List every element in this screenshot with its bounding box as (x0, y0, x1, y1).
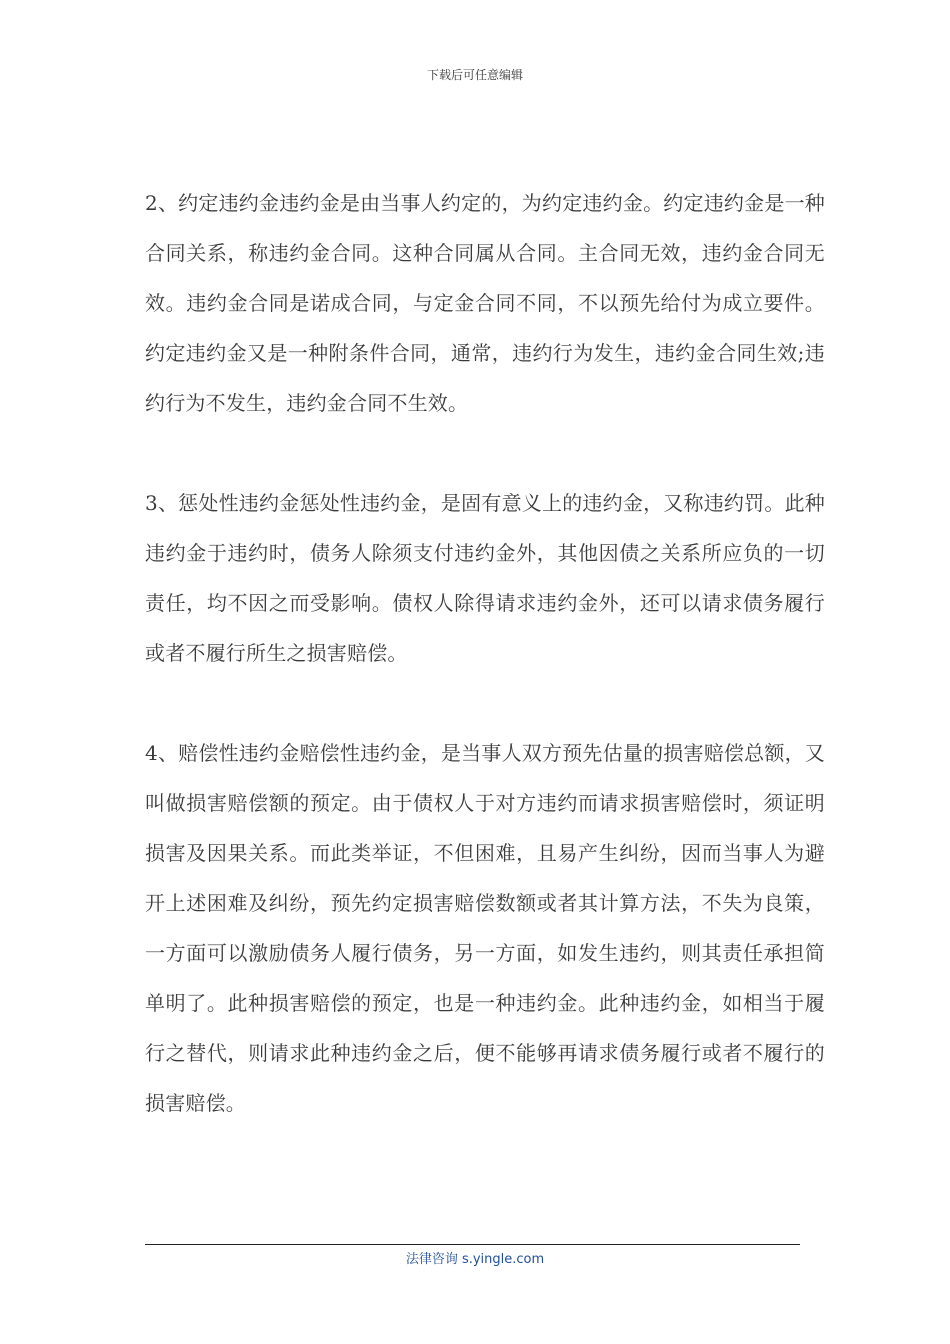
footer-divider (145, 1244, 800, 1245)
paragraph-compensatory-penalty: 4、赔偿性违约金赔偿性违约金，是当事人双方预先估量的损害赔偿总额，又叫做损害赔偿额的预定。由于债权人于对方违约而请求损害赔偿时，须证明损害及因果关系。而此类举证，不但困难，且易产生纠纷，因而当事人为避开上述困难及纠纷，预先约定损害赔偿数额或者其计算方法，不失为良策，一方面可以激励债务人履行债务，另一方面，如发生违约，则其责任承担简单明了。此种损害赔偿的预定，也是一种违约金。此种违约金，如相当于履行之替代，则请求此种违约金之后，便不能够再请求债务履行或者不履行的损害赔偿。 (145, 741, 825, 1115)
paragraph-agreed-penalty: 2、约定违约金违约金是由当事人约定的，为约定违约金。约定违约金是一种合同关系，称违约金合同。这种合同属从合同。主合同无效，违约金合同无效。违约金合同是诺成合同，与定金合同不同，不以预先给付为成立要件。约定违约金又是一种附条件合同，通常，违约行为发生，违约金合同生效;违约行为不发生，违约金合同不生效。 (145, 191, 825, 415)
document-body (145, 178, 825, 1178)
page-footer: 法律咨询 s.yingle.com (405, 1252, 545, 1267)
page-header: 下载后可任意编辑 (426, 68, 523, 82)
paragraph-punitive-penalty: 3、惩处性违约金惩处性违约金，是固有意义上的违约金，又称违约罚。此种违约金于违约时，债务人除须支付违约金外，其他因债之关系所应负的一切责任，均不因之而受影响。债权人除得请求违约金外，还可以请求债务履行或者不履行所生之损害赔偿。 (145, 491, 825, 665)
